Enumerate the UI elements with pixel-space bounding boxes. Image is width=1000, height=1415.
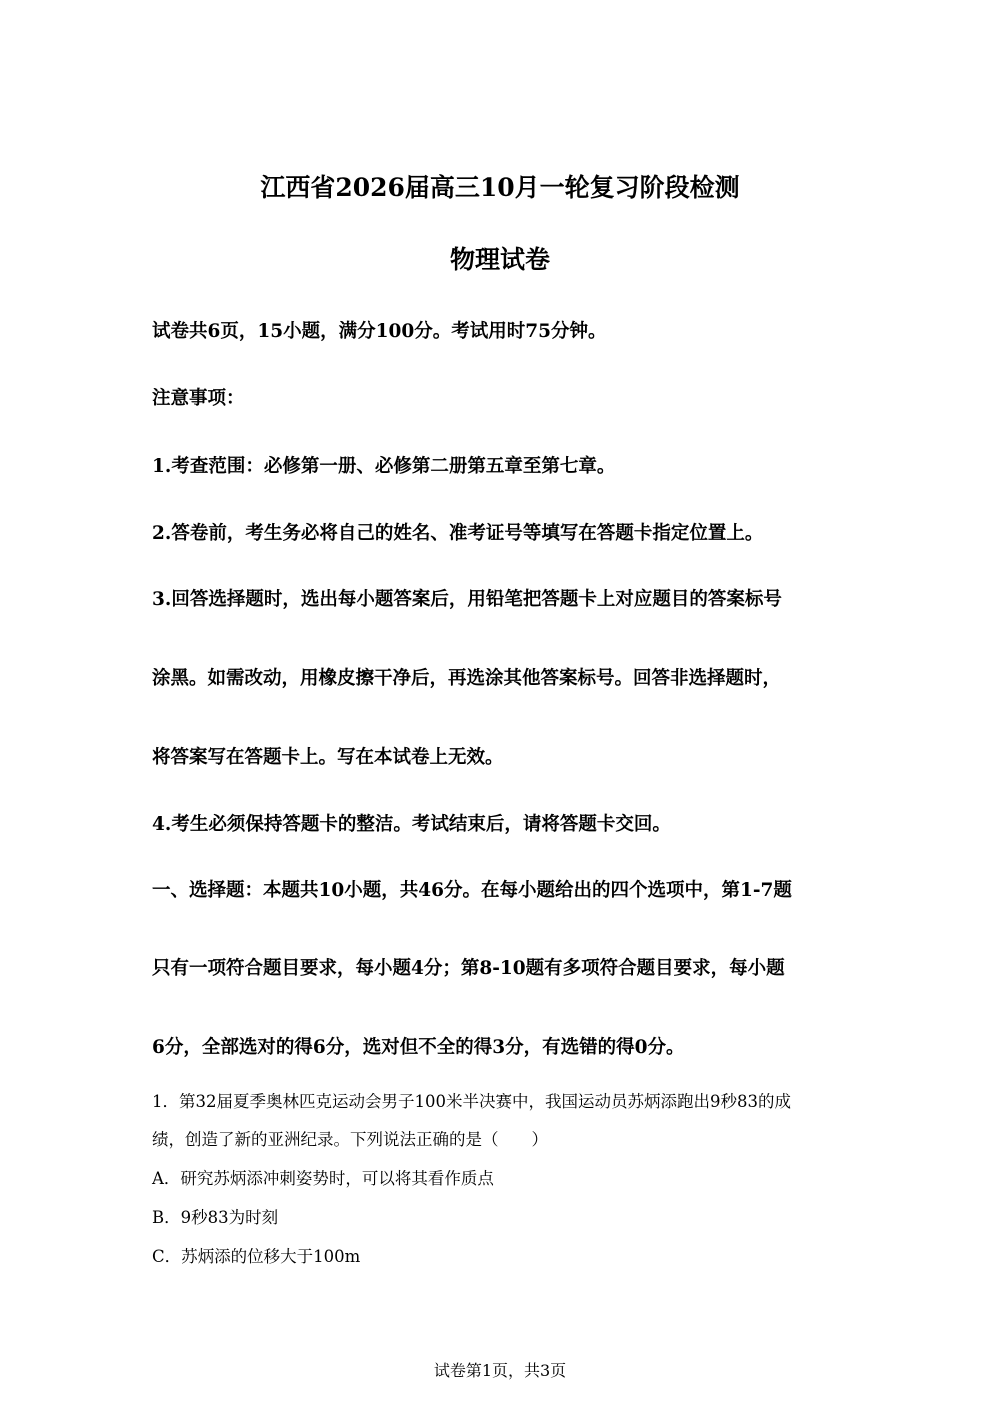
notice-heading: 注意事项：	[152, 388, 245, 409]
section1-line-2: 只有一项符合题目要求，每小题4分；第8-10题有多项符合题目要求，每小题	[152, 958, 785, 979]
question1-option-c: C．苏炳添的位移大于100m	[152, 1247, 361, 1266]
notice-item-1: 1.考查范围：必修第一册、必修第二册第五章至第七章。	[152, 456, 616, 477]
question1-option-a: A．研究苏炳添冲刺姿势时，可以将其看作质点	[152, 1169, 494, 1188]
section1-line-1: 一、选择题：本题共10小题，共46分。在每小题给出的四个选项中，第1-7题	[152, 880, 792, 901]
notice-item-3-line-3: 将答案写在答题卡上。写在本试卷上无效。	[152, 747, 504, 768]
exam-title: 江西省2026届高三10月一轮复习阶段检测	[260, 173, 740, 202]
section1-line-3: 6分，全部选对的得6分，选对但不全的得3分，有选错的得0分。	[152, 1037, 685, 1058]
question1-stem-line-2: 绩，创造了新的亚洲纪录。下列说法正确的是（ ）	[152, 1130, 548, 1149]
exam-subtitle: 物理试卷	[449, 245, 550, 274]
notice-item-3-line-1: 3.回答选择题时，选出每小题答案后，用铅笔把答题卡上对应题目的答案标号	[152, 589, 782, 610]
page-footer: 试卷第1页，共3页	[433, 1361, 567, 1380]
notice-item-4: 4.考生必须保持答题卡的整洁。考试结束后，请将答题卡交回。	[152, 814, 671, 835]
question1-stem-line-1: 1．第32届夏季奥林匹克运动会男子100米半决赛中，我国运动员苏炳添跑出9秒83的成	[152, 1092, 791, 1111]
notice-item-2: 2.答卷前，考生务必将自己的姓名、准考证号等填写在答题卡指定位置上。	[152, 523, 764, 544]
notice-item-3-line-2: 涂黑。如需改动，用橡皮擦干净后，再选涂其他答案标号。回答非选择题时，	[152, 668, 782, 689]
question1-option-b: B．9秒83为时刻	[152, 1208, 279, 1227]
exam-intro: 试卷共6页，15小题，满分100分。考试用时75分钟。	[152, 321, 607, 342]
